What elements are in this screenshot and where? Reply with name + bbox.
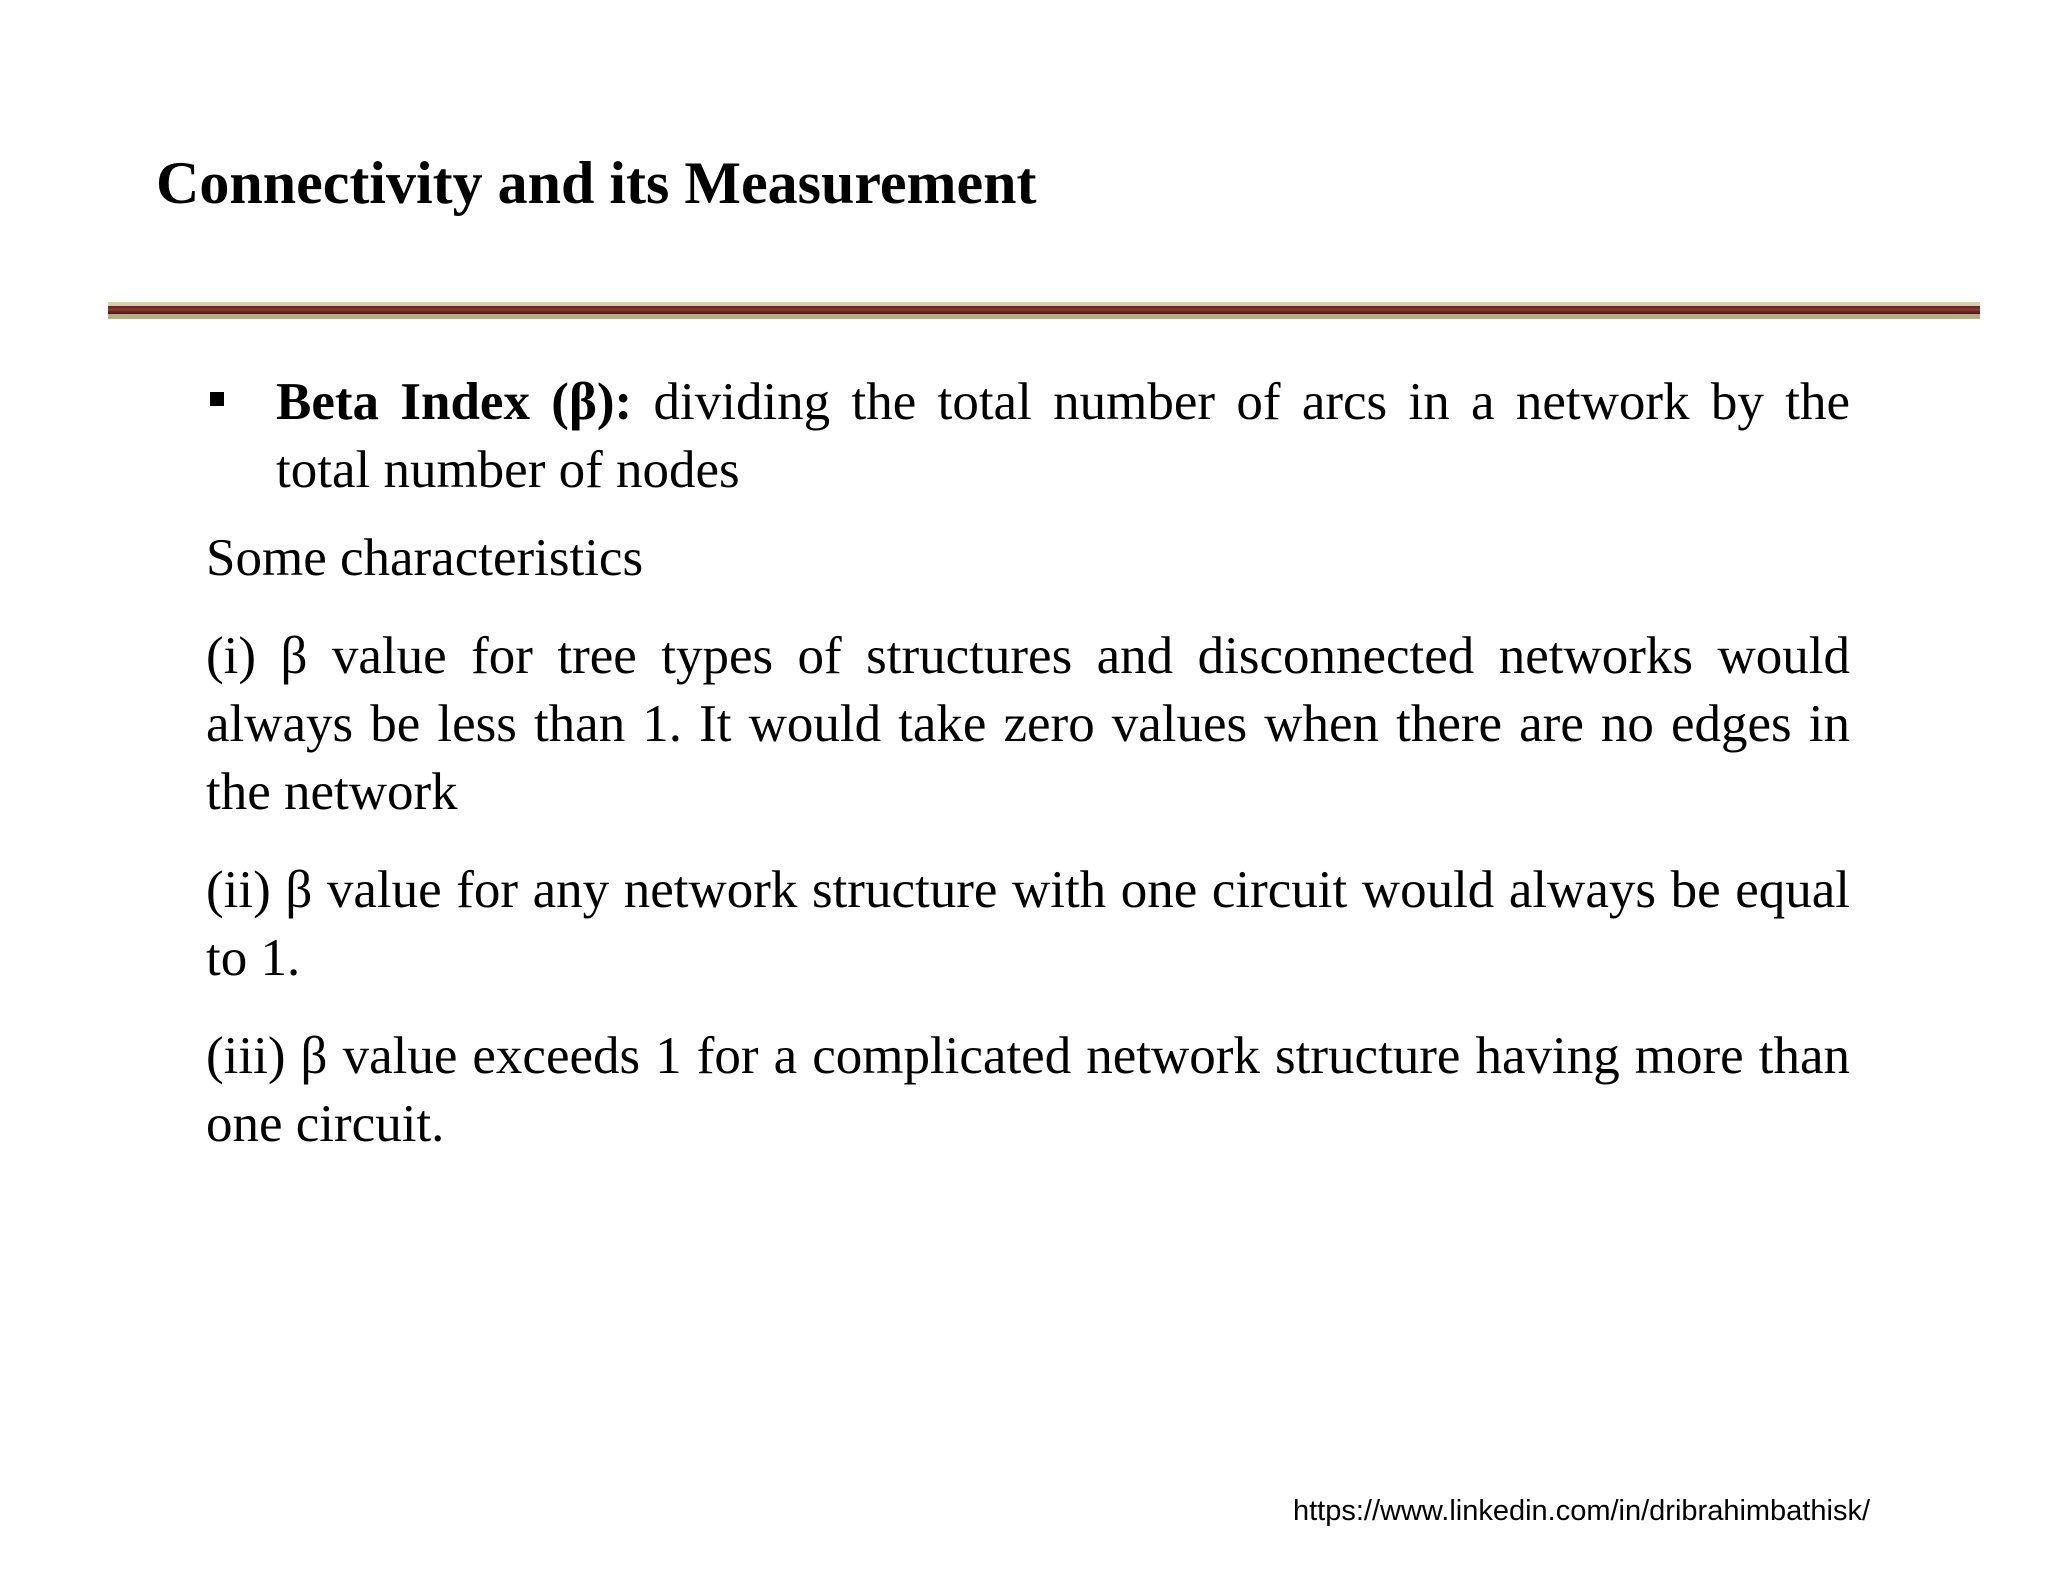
characteristic-item-1: (i) β value for tree types of structures and disconnected networks would always be less than 1. It would take zero values when there are no edges in the network <box>206 627 1850 821</box>
beta-index-bullet <box>206 368 1850 504</box>
square-bullet-icon <box>210 392 224 406</box>
bullet-definition: dividing the total number of arcs in a network by the total number of nodes <box>276 373 1850 499</box>
characteristic-item-2: (ii) β value for any network structure with one circuit would always be equal to 1. <box>206 861 1850 987</box>
characteristic-item-3: (iii) β value exceeds 1 for a complicated network structure having more than one circuit. <box>206 1027 1850 1153</box>
title-divider-bar <box>108 306 1980 314</box>
slide-body <box>206 368 1850 1188</box>
characteristics-intro: Some characteristics <box>206 529 644 587</box>
title-divider-shadow <box>108 314 1980 319</box>
bullet-term: Beta Index (β): <box>276 373 633 431</box>
footer-url: https://www.linkedin.com/in/dribrahimbathisk/ <box>1292 1495 1870 1527</box>
slide-title: Connectivity and its Measurement <box>156 150 1037 216</box>
title-divider <box>108 302 1980 322</box>
